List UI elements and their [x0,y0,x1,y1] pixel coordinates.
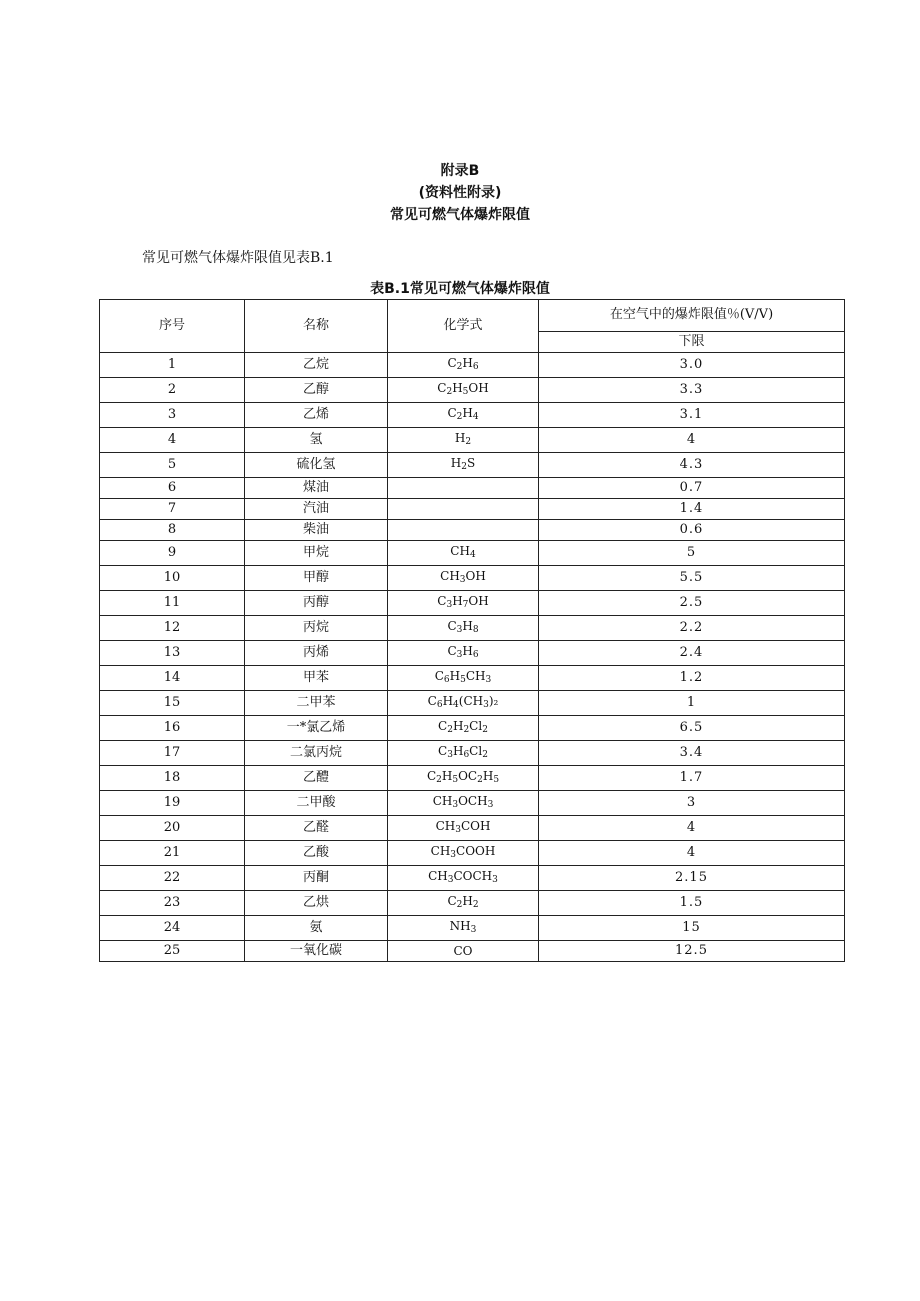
formula-text: H [462,644,473,658]
cell-name: 乙醇 [245,378,388,403]
formula-subscript: 2 [447,725,453,735]
formula-text: CH [432,794,453,808]
cell-formula [388,403,539,428]
table-row [100,741,845,766]
cell-index: 3 [100,403,245,428]
formula-text: OCH [458,794,488,808]
formula-subscript: 5 [460,675,466,685]
formula-subscript: 5 [493,775,500,785]
table-row [100,841,845,866]
table-row [100,691,845,716]
cell-index: 22 [100,866,245,891]
formula-text: C [427,694,437,708]
cell-name: 二氯丙烷 [245,741,388,766]
formula-subscript: 3 [455,825,461,835]
cell-lower-limit: 0.6 [539,520,845,541]
cell-lower-limit: 2.15 [539,866,845,891]
cell-lower-limit: 1 [539,691,845,716]
cell-name: 乙烘 [245,891,388,916]
formula-subscript: 6 [472,362,479,372]
cell-formula [388,941,539,962]
formula-text: C [437,594,447,608]
formula-text: C [447,894,457,908]
cell-index: 23 [100,891,245,916]
cell-formula [388,566,539,591]
table-row [100,941,845,962]
formula-subscript: 4 [469,550,476,560]
cell-index: 9 [100,541,245,566]
cell-index: 19 [100,791,245,816]
cell-formula [388,816,539,841]
cell-lower-limit: 5.5 [539,566,845,591]
formula-subscript: 2 [482,725,488,735]
cell-lower-limit: 2.2 [539,616,845,641]
formula-subscript: 2 [436,775,442,785]
formula-text: (CH [458,694,484,708]
formula-text: C [426,769,437,783]
table-row [100,866,845,891]
cell-name: 甲苯 [245,666,388,691]
table-row [100,916,845,941]
header-formula: 化学式 [388,300,539,353]
cell-lower-limit: 0.7 [539,478,845,499]
cell-name: 柴油 [245,520,388,541]
formula-text: CO [453,944,473,958]
formula-text: COH [460,819,491,833]
formula-subscript: 3 [487,800,494,810]
cell-lower-limit: 3.1 [539,403,845,428]
formula-text: H [452,719,464,733]
table-row [100,428,845,453]
formula-text: OC [458,769,478,783]
cell-name: 乙烷 [245,353,388,378]
cell-lower-limit: 1.4 [539,499,845,520]
formula-subscript: 7 [462,600,469,610]
cell-index: 2 [100,378,245,403]
formula-text: COOH [456,844,496,858]
cell-lower-limit: 3 [539,791,845,816]
cell-name: 一*氯乙烯 [245,716,388,741]
cell-name: 氢 [245,428,388,453]
explosion-limits-table [99,299,845,962]
formula-text: OH [465,569,486,583]
table-row [100,816,845,841]
formula-text: C [437,381,447,395]
formula-subscript: 3 [456,650,463,660]
table-row [100,499,845,520]
formula-text: H [462,894,473,908]
cell-formula [388,666,539,691]
cell-index: 20 [100,816,245,841]
header-limit-group: 在空气中的爆炸限值％(V/V) [539,300,845,332]
formula-text: C [447,356,457,370]
table-row [100,616,845,641]
formula-subscript: 5 [452,775,459,785]
cell-lower-limit: 3.0 [539,353,845,378]
table-row [100,478,845,499]
formula-subscript: 2 [482,750,488,760]
cell-formula [388,616,539,641]
formula-text: CH [435,819,456,833]
formula-text: Cl [469,719,483,733]
cell-lower-limit: 1.2 [539,666,845,691]
cell-index: 21 [100,841,245,866]
appendix-label: 附录B [440,163,480,179]
cell-lower-limit: 1.5 [539,891,845,916]
cell-lower-limit: 4.3 [539,453,845,478]
formula-subscript: 3 [446,600,453,610]
cell-formula [388,453,539,478]
formula-text: C [447,644,457,658]
appendix-type: (资料性附录) [418,185,502,201]
formula-subscript: 3 [450,850,457,860]
cell-index: 25 [100,941,245,962]
formula-subscript: 4 [453,700,459,710]
formula-subscript: 3 [470,925,477,935]
cell-formula [388,499,539,520]
cell-index: 16 [100,716,245,741]
formula-subscript: 2 [461,462,467,472]
table-row [100,453,845,478]
cell-formula [388,353,539,378]
cell-name: 氨 [245,916,388,941]
cell-index: 6 [100,478,245,499]
table-caption: 表B.1常见可燃气体爆炸限值 [370,281,550,297]
table-row [100,403,845,428]
cell-index: 14 [100,666,245,691]
table-row [100,520,845,541]
cell-name: 丙酮 [245,866,388,891]
header-lower-limit: 下限 [539,331,845,352]
cell-lower-limit: 3.4 [539,741,845,766]
cell-index: 8 [100,520,245,541]
cell-formula [388,378,539,403]
formula-subscript: 6 [463,750,470,760]
cell-formula [388,866,539,891]
cell-name: 二甲酸 [245,791,388,816]
formula-subscript: 6 [436,700,443,710]
cell-lower-limit: 5 [539,541,845,566]
cell-lower-limit: 2.4 [539,641,845,666]
formula-text: H [452,381,463,395]
formula-subscript: 6 [443,675,450,685]
table-row [100,566,845,591]
formula-text: NH [449,919,471,933]
formula-text: CH [440,569,460,583]
formula-text: CH [465,669,486,683]
cell-formula [388,891,539,916]
formula-text: H [452,594,463,608]
cell-formula [388,716,539,741]
cell-index: 18 [100,766,245,791]
formula-subscript: 2 [472,900,479,910]
table-row [100,716,845,741]
formula-subscript: 2 [465,437,472,447]
table-row [100,891,845,916]
formula-subscript: 3 [483,700,489,710]
cell-index: 4 [100,428,245,453]
formula-text: CH [430,844,451,858]
cell-lower-limit: 4 [539,428,845,453]
table-row [100,791,845,816]
cell-name: 一氧化碳 [245,941,388,962]
cell-name: 丙烷 [245,616,388,641]
formula-text: C [438,744,448,758]
formula-text: C [434,669,444,683]
table-row [100,591,845,616]
cell-formula [388,641,539,666]
cell-name: 乙酸 [245,841,388,866]
intro-paragraph: 常见可燃气体爆炸限值见表B.1 [142,250,334,266]
formula-subscript: 3 [492,875,498,885]
cell-formula [388,478,539,499]
header-name: 名称 [245,300,388,353]
formula-subscript: 2 [456,412,463,422]
table-row [100,541,845,566]
cell-name: 乙醛 [245,816,388,841]
cell-name: 汽油 [245,499,388,520]
formula-text: COCH [453,869,493,883]
table-row [100,666,845,691]
cell-formula [388,791,539,816]
cell-lower-limit: 15 [539,916,845,941]
formula-text: H [482,769,494,783]
cell-name: 丙烯 [245,641,388,666]
formula-subscript: 5 [462,387,469,397]
cell-index: 7 [100,499,245,520]
formula-subscript: 3 [452,800,459,810]
cell-lower-limit: 6.5 [539,716,845,741]
formula-text: H [462,406,473,420]
cell-formula [388,741,539,766]
formula-subscript: 2 [477,775,483,785]
cell-index: 17 [100,741,245,766]
formula-text: H [442,694,454,708]
cell-index: 1 [100,353,245,378]
table-row [100,766,845,791]
cell-index: 11 [100,591,245,616]
formula-text: H [452,744,464,758]
formula-text: OH [468,594,489,608]
formula-text: H [441,769,453,783]
cell-lower-limit: 3.3 [539,378,845,403]
cell-index: 10 [100,566,245,591]
formula-text: H [450,456,462,470]
cell-formula [388,766,539,791]
cell-name: 乙烯 [245,403,388,428]
formula-subscript: 2 [463,725,470,735]
cell-name: 二甲苯 [245,691,388,716]
formula-text: H [454,431,466,445]
cell-name: 煤油 [245,478,388,499]
cell-index: 15 [100,691,245,716]
formula-text: C [438,719,448,733]
cell-name: 乙醴 [245,766,388,791]
formula-text: S [466,456,476,470]
formula-text: Cl [469,744,483,758]
cell-lower-limit: 12.5 [539,941,845,962]
formula-subscript: 8 [472,625,479,635]
formula-text: H [462,356,473,370]
formula-subscript: 3 [447,875,454,885]
cell-name: 甲烷 [245,541,388,566]
formula-subscript: 3 [456,625,463,635]
cell-lower-limit: 4 [539,841,845,866]
cell-lower-limit: 2.5 [539,591,845,616]
formula-subscript: 3 [485,675,492,685]
cell-formula [388,591,539,616]
formula-subscript: 2 [446,387,453,397]
table-row [100,378,845,403]
cell-formula [388,541,539,566]
cell-index: 5 [100,453,245,478]
formula-subscript: 3 [447,750,453,760]
formula-subscript: 3 [459,575,466,585]
cell-name: 甲醇 [245,566,388,591]
cell-formula [388,520,539,541]
table-row [100,353,845,378]
formula-subscript: 2 [456,900,463,910]
formula-subscript: 4 [472,412,479,422]
table-row [100,641,845,666]
table-header [100,300,845,353]
formula-subscript: 2 [456,362,463,372]
cell-lower-limit: 1.7 [539,766,845,791]
cell-formula [388,841,539,866]
formula-text: CH [428,869,448,883]
header-index: 序号 [100,300,245,353]
appendix-title: 常见可燃气体爆炸限值 [390,207,530,223]
formula-subscript: 6 [472,650,479,660]
cell-name: 丙醇 [245,591,388,616]
formula-text: OH [468,381,489,395]
cell-index: 12 [100,616,245,641]
cell-lower-limit: 4 [539,816,845,841]
cell-index: 24 [100,916,245,941]
formula-text: C [447,406,457,420]
formula-text: )₂ [488,694,499,708]
table-body [100,353,845,962]
formula-text: H [449,669,461,683]
formula-text: C [447,619,457,633]
formula-text: H [462,619,473,633]
cell-formula [388,691,539,716]
formula-text: CH [450,544,470,558]
cell-formula [388,428,539,453]
cell-name: 硫化氢 [245,453,388,478]
cell-formula [388,916,539,941]
cell-index: 13 [100,641,245,666]
